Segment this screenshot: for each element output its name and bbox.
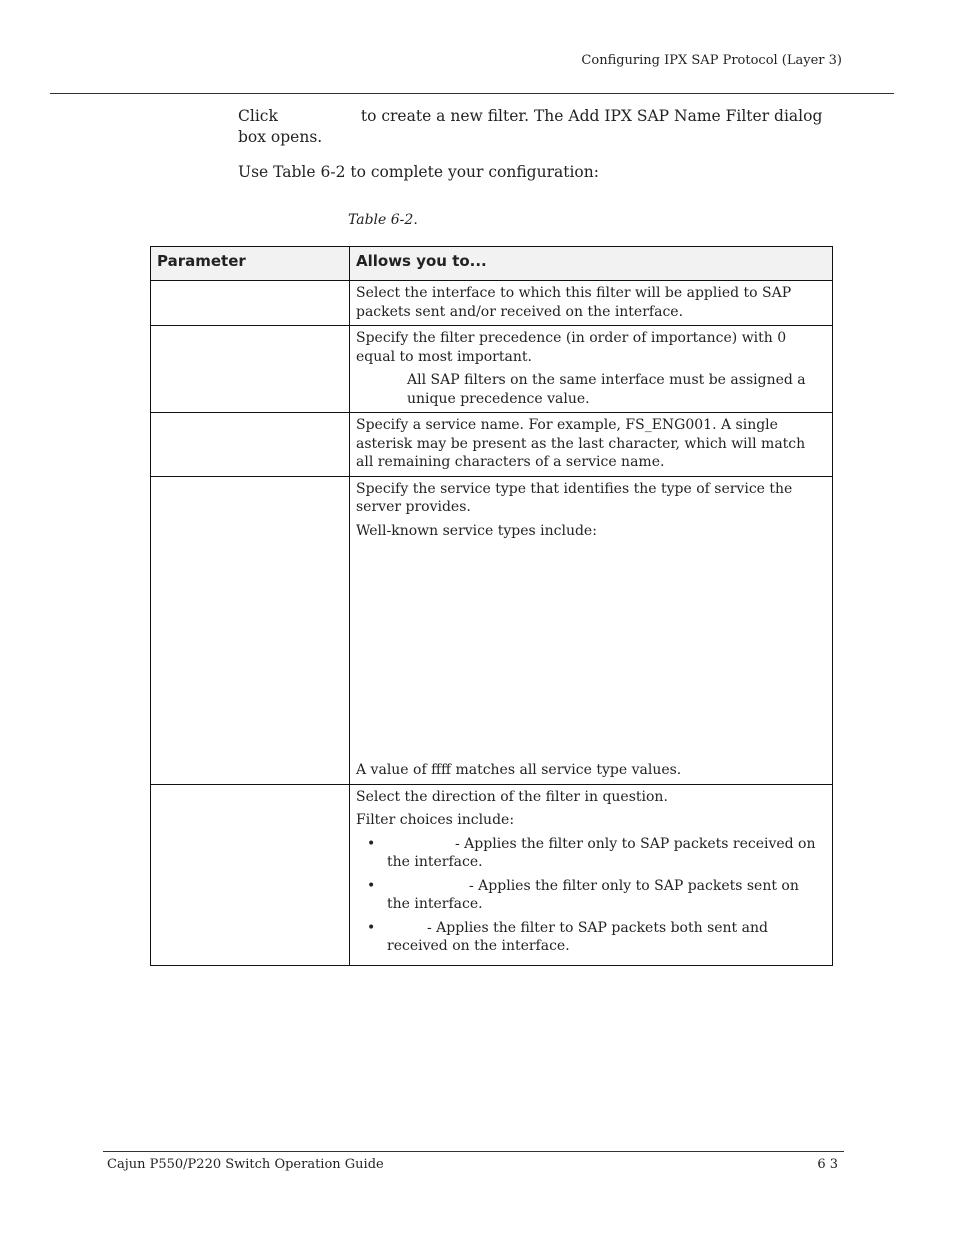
note-text: All SAP filters on the same interface must be assigned a unique precedence value. (407, 372, 806, 407)
param-cell (151, 281, 350, 326)
param-cell (151, 476, 350, 784)
intro-click-rest: to create a new filter. The Add IPX SAP Name Filter dialog box opens. (238, 107, 823, 146)
list-intro: Well-known service types include: (356, 522, 597, 539)
list-item (356, 835, 826, 872)
column-header-allows: Allows you to... (350, 247, 833, 281)
footer-guide-title: Cajun P550/P220 Switch Operation Guide (107, 1157, 384, 1172)
desc-text: Specify a service name. For example, FS_ENG001. A single asterisk may be present as the last character, which will match all remaining characters of a service name. (356, 417, 806, 470)
bullet-icon: • (367, 835, 376, 852)
list-intro: Filter choices include: (356, 812, 515, 828)
table-row-direction (151, 784, 833, 965)
running-header: Configuring IPX SAP Protocol (Layer 3) (581, 53, 842, 68)
table-row-precedence (151, 326, 833, 413)
intro-click-word: Click (238, 107, 278, 125)
footer-divider (103, 1151, 844, 1152)
service-types-blank-area (356, 545, 826, 761)
param-cell (151, 784, 350, 965)
bullet-icon: • (367, 877, 376, 894)
page-number: 6 3 (817, 1157, 838, 1172)
desc-text: Select the direction of the filter in question. (356, 788, 668, 805)
desc-cell (350, 413, 833, 477)
parameters-table (150, 246, 833, 966)
intro-use-table (238, 162, 838, 183)
desc-text: Select the interface to which this filter will be applied to SAP packets sent and/or received on the interface. (356, 285, 792, 320)
desc-footer: A value of ffff matches all service type values. (356, 762, 682, 778)
bullet-text: - Applies the filter to SAP packets both sent and received on the interface. (387, 919, 768, 954)
desc-text: Specify the service type that identifies the type of service the server provides. (356, 480, 793, 515)
bullet-text: - Applies the filter only to SAP packets sent on the interface. (387, 877, 799, 912)
desc-text: Specify the filter precedence (in order of importance) with 0 equal to most important. (356, 330, 787, 365)
column-header-parameter: Parameter (151, 247, 350, 281)
table-row-service-name (151, 413, 833, 477)
intro-click-paragraph (238, 106, 838, 148)
bullet-text: - Applies the filter only to SAP packets received on the interface. (387, 835, 816, 870)
desc-cell (350, 326, 833, 413)
bullet-icon: • (367, 919, 376, 936)
header-divider (50, 93, 894, 94)
list-item (356, 877, 826, 914)
desc-cell (350, 476, 833, 784)
table-caption: Table 6-2. (348, 212, 418, 228)
use-table-text: Use Table 6-2 to complete your configuration: (238, 163, 599, 181)
desc-cell (350, 281, 833, 326)
list-item (356, 919, 826, 956)
desc-cell (350, 784, 833, 965)
table-header-row (151, 247, 833, 281)
param-cell (151, 326, 350, 413)
table-row-service-type (151, 476, 833, 784)
table-row-interface (151, 281, 833, 326)
param-cell (151, 413, 350, 477)
